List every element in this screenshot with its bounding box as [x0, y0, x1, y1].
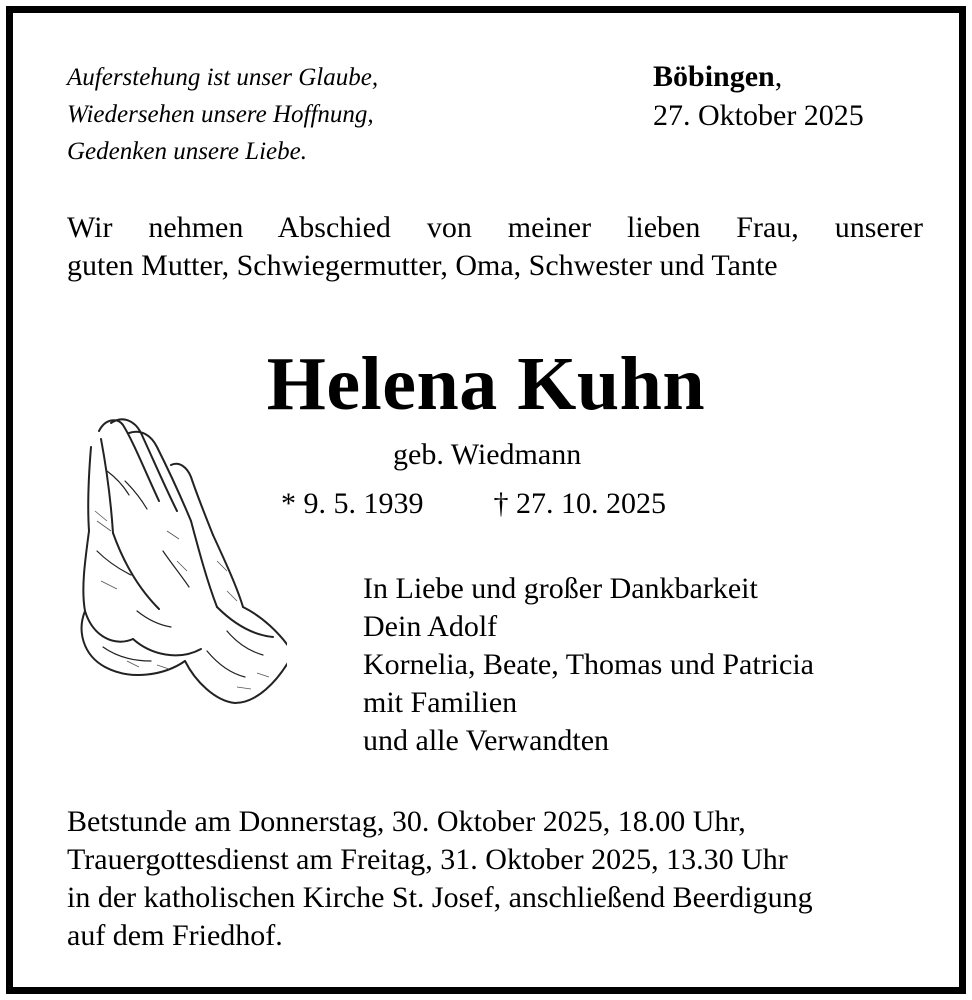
service-line: Trauergottesdienst am Freitag, 31. Oktober 2025, 13.30 Uhr: [67, 843, 788, 876]
intro-text: [67, 209, 923, 285]
intro-line: Wir nehmen Abschied von meiner lieben Frau, unserer: [67, 211, 923, 244]
motto-line: Auferstehung ist unser Glaube,: [67, 64, 379, 91]
mourner-line: Dein Adolf: [363, 610, 498, 643]
mourner-line: Kornelia, Beate, Thomas und Patricia: [363, 648, 814, 681]
place-and-date: Böbingen, 27. Oktober 2025: [653, 57, 864, 135]
mourner-line: In Liebe und großer Dankbarkeit: [363, 572, 758, 605]
mourners-list: [363, 570, 814, 760]
life-dates: [281, 485, 666, 523]
service-line: in der katholischen Kirche St. Josef, anschließend Beerdigung: [67, 881, 813, 914]
service-line: Betstunde am Donnerstag, 30. Oktober 2025, 18.00 Uhr,: [67, 805, 746, 838]
birth-name: geb. Wiedmann: [393, 438, 582, 471]
service-info: [67, 803, 923, 955]
death-date: † 27. 10. 2025: [493, 487, 666, 520]
town-name: Böbingen: [653, 60, 775, 93]
motto-verse: [67, 59, 378, 170]
birth-date: * 9. 5. 1939: [281, 487, 424, 520]
notice-date: 27. Oktober 2025: [653, 99, 864, 132]
obituary-notice: [6, 6, 966, 994]
motto-line: Gedenken unsere Liebe.: [67, 138, 307, 165]
motto-line: Wiedersehen unsere Hoffnung,: [67, 101, 374, 128]
service-line: auf dem Friedhof.: [67, 919, 283, 952]
intro-line: guten Mutter, Schwiegermutter, Oma, Schwester und Tante: [67, 249, 778, 282]
mourner-line: mit Familien: [363, 686, 518, 719]
praying-hands-icon: [67, 411, 287, 711]
mourner-line: und alle Verwandten: [363, 724, 610, 757]
deceased-name: Helena Kuhn: [266, 342, 706, 426]
